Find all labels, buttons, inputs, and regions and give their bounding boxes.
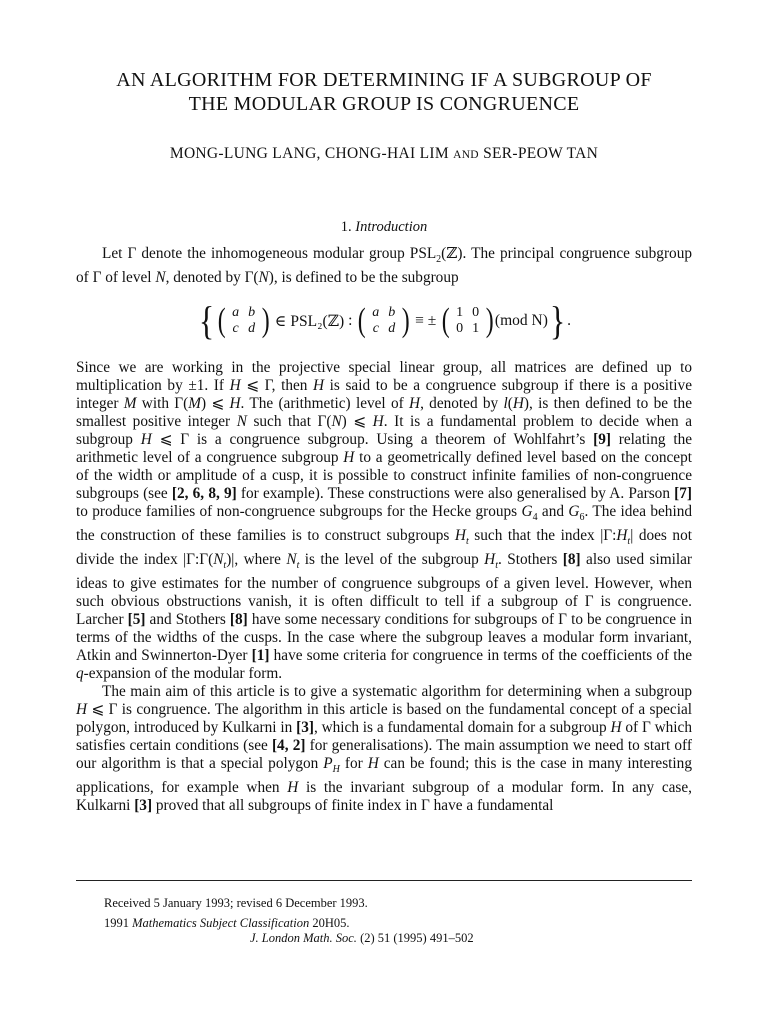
identity-matrix: 1 0 0 1 bbox=[456, 305, 480, 336]
matrix-abcd-2: a b c d bbox=[372, 305, 396, 336]
authors-part-1: MONG-LUNG LANG, CHONG-HAI LIM bbox=[169, 145, 454, 162]
author-list bbox=[60, 145, 708, 163]
display-equation: { ( a b c d ) ∈ PSL₂(ℤ) : ( a b c d ) ≡ ± ( 1 0 0 1 ) (mod N) } . bbox=[198, 298, 571, 343]
received-note: Received 5 January 1993; revised 6 December 1993. bbox=[104, 896, 368, 910]
paper-title bbox=[60, 68, 708, 116]
section-title: Introduction bbox=[355, 219, 428, 235]
footnote-rule bbox=[76, 880, 692, 881]
mod-clause: (mod N) bbox=[494, 312, 548, 329]
intro-paragraph-2: Since we are working in the projective special linear group, all matrices are defined up to multiplication by ±1. If H ⩽ Γ, then H is said to be a congruence subgroup if there is a positive integer M with Γ(M) ⩽ H. The (arithmetic) level of H, denoted by l(H), is then defined to be the smallest positive integer N such that Γ(N) ⩽ H. It is a fundamental problem to decide when a subgroup H ⩽ Γ is a congruence subgroup. Using a theorem of Wohlfahrt’s [9] relating the arithmetic level of a congruence subgroup H to a geometrically defined level based on the concept of the width or amplitude of a cusp, it is possible to construct infinite families of non-congruence subgroups (see [2, 6, 8, 9] for example). These constructions were also generalised by A. Parson [7] to produce families of non-congruence subgroups for the Hecke groups $G_4$ and $G_6$. The idea behind the construction of these families is to construct subgroups $H_t$ such that the index $|\Gamma:H_t|$ does not divide the index $|\Gamma:\Gamma(N_t)|$, where $N_t$ is the level of the subgroup $H_t$. Stothers [8] also used similar ideas to give estimates for the number of congruence subgroups of a given level. However, when such obvious obstructions vanish, it is often difficult to tell if a subgroup of Γ is congruence. Larcher [5] and Stothers [8] have some necessary conditions for subgroups of Γ to be congruence in terms of the widths of the cusps. In the case where the subgroup leaves a modular form invariant, Atkin and Swinnerton-Dyer [1] have some criteria for congruence in terms of the coefficients of the q-expansion of the modular form. bbox=[76, 359, 693, 683]
intro-paragraph-1 bbox=[76, 245, 692, 287]
group-symbol: PSL₂(ℤ) bbox=[290, 312, 345, 330]
title-line-2: THE MODULAR GROUP IS CONGRUENCE bbox=[188, 93, 580, 115]
title-line-1: AN ALGORITHM FOR DETERMINING IF A SUBGROUP OF bbox=[116, 69, 652, 91]
intro-text-1: Let Γ denote the inhomogeneous modular group $PSL_2(ℤ)$. The principal congruence subgroup of Γ of level N, denoted by Γ(N), is defined to be the subgroup bbox=[76, 245, 692, 287]
section-number: 1. bbox=[340, 219, 352, 235]
journal-reference: J. London Math. Soc. (2) 51 (1995) 491–502 bbox=[250, 931, 474, 945]
intro-body bbox=[76, 359, 692, 815]
authors-part-2: SER-PEOW TAN bbox=[478, 145, 599, 162]
msc-note: 1991 Mathematics Subject Classification 20H05. bbox=[104, 916, 350, 930]
intro-paragraph-3: The main aim of this article is to give a systematic algorithm for determining when a subgroup H ⩽ Γ is congruence. The algorithm in this article is based on the fundamental concept of a special polygon, introduced by Kulkarni in [3], which is a fundamental domain for a subgroup H of Γ which satisfies certain conditions (see [4, 2] for generalisations). The main assumption we need to start off our algorithm is that a special polygon $P_H$ for H can be found; this is the case in many interesting applications, for example when H is the invariant subgroup of a modular form. In any case, Kulkarni [3] proved that all subgroups of finite index in Γ have a fundamental bbox=[76, 683, 692, 815]
section-heading bbox=[60, 219, 708, 236]
authors-and: AND bbox=[453, 149, 479, 161]
matrix-abcd: a b c d bbox=[232, 305, 256, 336]
